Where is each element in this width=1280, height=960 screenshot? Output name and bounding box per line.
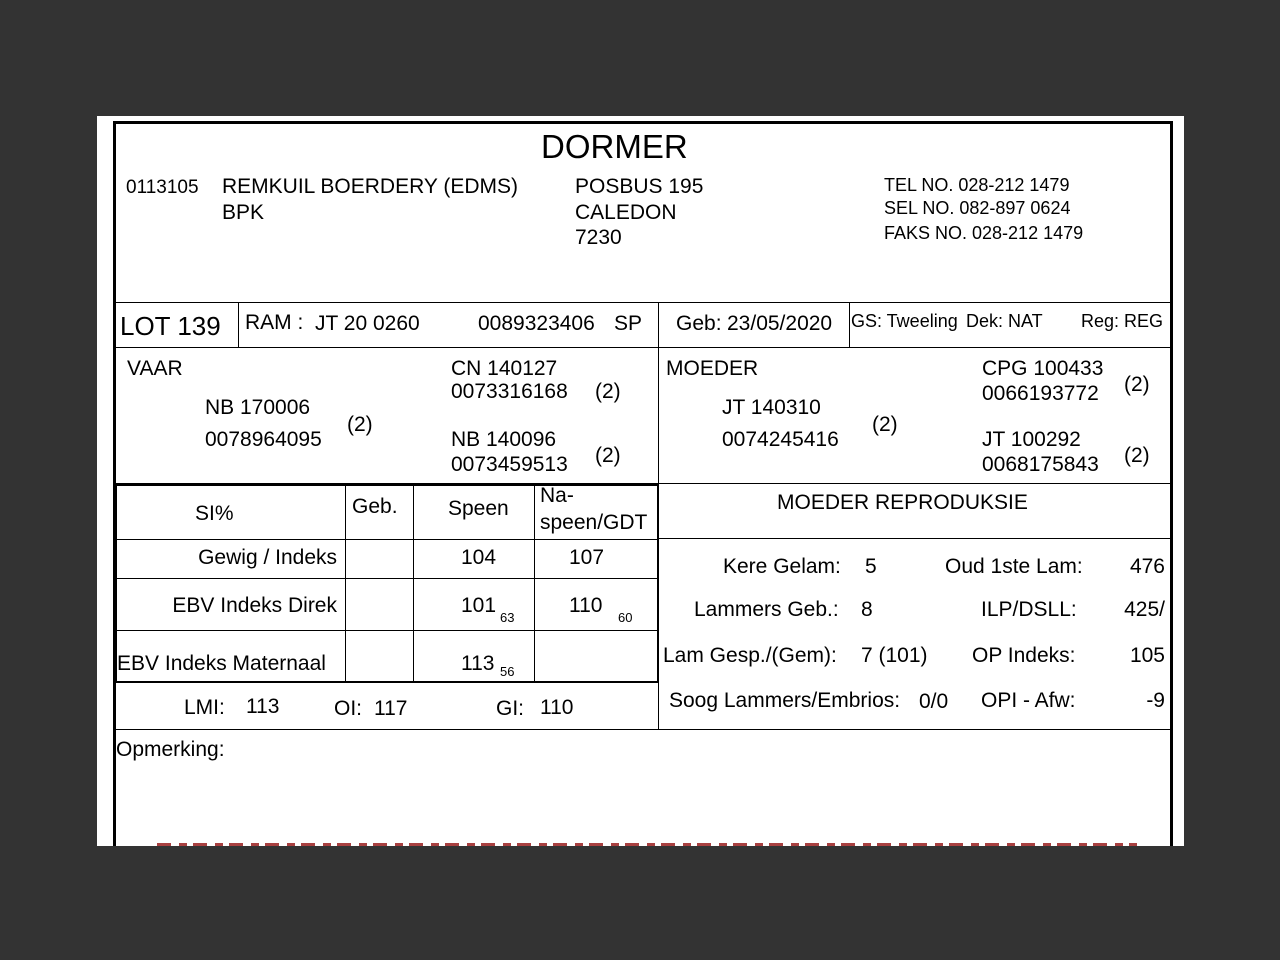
member-number: 0113105 — [126, 177, 199, 198]
weaning-header: Speen — [448, 497, 509, 520]
lambs-born-label: Lammers Geb.: — [694, 598, 839, 621]
divider — [657, 483, 659, 683]
sire-dam-number: 0073459513 — [451, 453, 568, 476]
address-line2: CALEDON — [575, 201, 677, 224]
remarks-label: Opmerking: — [116, 738, 225, 761]
divider — [116, 539, 659, 540]
dam-id: JT 140310 — [722, 396, 821, 419]
birth-date: 23/05/2020 — [727, 312, 833, 335]
cellphone: SEL NO. 082-897 0624 — [884, 198, 1071, 218]
ram-registration-number: 0089323406 — [478, 312, 595, 335]
weight-index-post-weaning: 107 — [569, 546, 605, 569]
cut-off-red-text — [157, 843, 1137, 846]
lmi-label: LMI: — [184, 696, 225, 719]
si-header: SI% — [195, 502, 234, 525]
first-lamb-age-label: Oud 1ste Lam: — [945, 555, 1083, 578]
fax: FAKS NO. 028-212 1479 — [884, 223, 1084, 243]
mating-type: Dek: NAT — [966, 311, 1043, 331]
sire-sire-grade: (2) — [595, 380, 621, 403]
divider — [345, 484, 346, 682]
lambings-label: Kere Gelam: — [723, 555, 841, 578]
divider — [116, 484, 659, 486]
owner-name-line1: REMKUIL BOERDERY (EDMS) — [222, 175, 518, 198]
lmi-value: 113 — [246, 695, 280, 718]
ebv-direct-post-weaning: 110 — [569, 594, 603, 617]
registration-status: Reg: REG — [1081, 311, 1164, 331]
lambs-weaned-value: 7 (101) — [861, 644, 928, 667]
dam-number: 0074245416 — [722, 428, 839, 451]
dam-section-label: MOEDER — [666, 357, 759, 380]
ilp-label: ILP/DSLL: — [981, 598, 1077, 621]
suckling-lambs-label: Soog Lammers/Embrios: — [669, 689, 901, 712]
divider — [849, 302, 850, 347]
divider — [659, 538, 1172, 539]
row-label-ebv-maternal: EBV Indeks Maternaal — [117, 652, 326, 675]
divider — [238, 302, 239, 347]
dam-dam-id: JT 100292 — [982, 428, 1081, 451]
divider — [413, 484, 414, 682]
oi-label: OI: — [334, 697, 363, 720]
oi-value: 117 — [374, 697, 408, 720]
sire-dam-grade: (2) — [595, 444, 621, 467]
dam-grade: (2) — [872, 413, 898, 436]
birth-header: Geb. — [352, 495, 398, 518]
op-index-value: 105 — [1129, 644, 1165, 667]
lot-number: LOT 139 — [120, 311, 221, 341]
sire-dam-id: NB 140096 — [451, 428, 557, 451]
post-weaning-header-line1: Na- — [540, 484, 574, 507]
ram-id: JT 20 0260 — [315, 312, 420, 335]
sire-section-label: VAAR — [127, 357, 183, 380]
sire-sire-id: CN 140127 — [451, 357, 558, 380]
birth-status: GS: Tweeling — [851, 311, 958, 331]
breed-title: DORMER — [541, 128, 688, 165]
sire-grade: (2) — [347, 413, 373, 436]
lambings-value: 5 — [865, 555, 877, 578]
divider — [116, 630, 659, 631]
row-label-weight-index: Gewig / Indeks — [198, 546, 337, 569]
divider — [116, 302, 1172, 303]
reproduction-title: MOEDER REPRODUKSIE — [777, 491, 1028, 514]
opi-deviation-value: -9 — [1146, 689, 1165, 712]
ram-sp: SP — [614, 312, 643, 335]
ebv-direct-weaning-accuracy: 63 — [500, 610, 515, 625]
ebv-maternal-weaning: 113 — [461, 652, 495, 675]
gi-label: GI: — [496, 697, 525, 720]
sire-sire-number: 0073316168 — [451, 380, 568, 403]
ram-label: RAM : — [245, 311, 304, 334]
opi-deviation-label: OPI - Afw: — [981, 689, 1076, 712]
ilp-value: 425/ — [1124, 598, 1165, 621]
dam-dam-grade: (2) — [1124, 444, 1150, 467]
row-label-ebv-direct: EBV Indeks Direk — [172, 594, 337, 617]
sire-id: NB 170006 — [205, 396, 311, 419]
gi-value: 110 — [540, 696, 574, 719]
lambs-weaned-label: Lam Gesp./(Gem): — [663, 644, 837, 667]
post-weaning-header-line2: speen/GDT — [540, 511, 648, 534]
ebv-direct-post-weaning-accuracy: 60 — [618, 610, 633, 625]
first-lamb-age-value: 476 — [1129, 555, 1165, 578]
op-index-label: OP Indeks: — [972, 644, 1076, 667]
lambs-born-value: 8 — [861, 598, 873, 621]
catalog-card — [97, 116, 1184, 846]
dam-sire-number: 0066193772 — [982, 382, 1099, 405]
sire-number: 0078964095 — [205, 428, 322, 451]
weight-index-weaning: 104 — [461, 546, 497, 569]
dam-sire-id: CPG 100433 — [982, 357, 1104, 380]
telephone: TEL NO. 028-212 1479 — [884, 175, 1070, 195]
birth-label: Geb: — [676, 312, 722, 335]
ebv-maternal-weaning-accuracy: 56 — [500, 664, 515, 679]
divider — [116, 681, 659, 683]
address-line3: 7230 — [575, 226, 622, 249]
divider — [116, 347, 1172, 348]
owner-name-line2: BPK — [222, 201, 265, 224]
dam-sire-grade: (2) — [1124, 373, 1150, 396]
suckling-lambs-value: 0/0 — [919, 690, 949, 713]
ebv-direct-weaning: 101 — [461, 594, 497, 617]
divider — [534, 484, 535, 682]
divider — [116, 729, 1172, 730]
address-line1: POSBUS 195 — [575, 175, 704, 198]
dam-dam-number: 0068175843 — [982, 453, 1099, 476]
divider — [116, 578, 659, 579]
